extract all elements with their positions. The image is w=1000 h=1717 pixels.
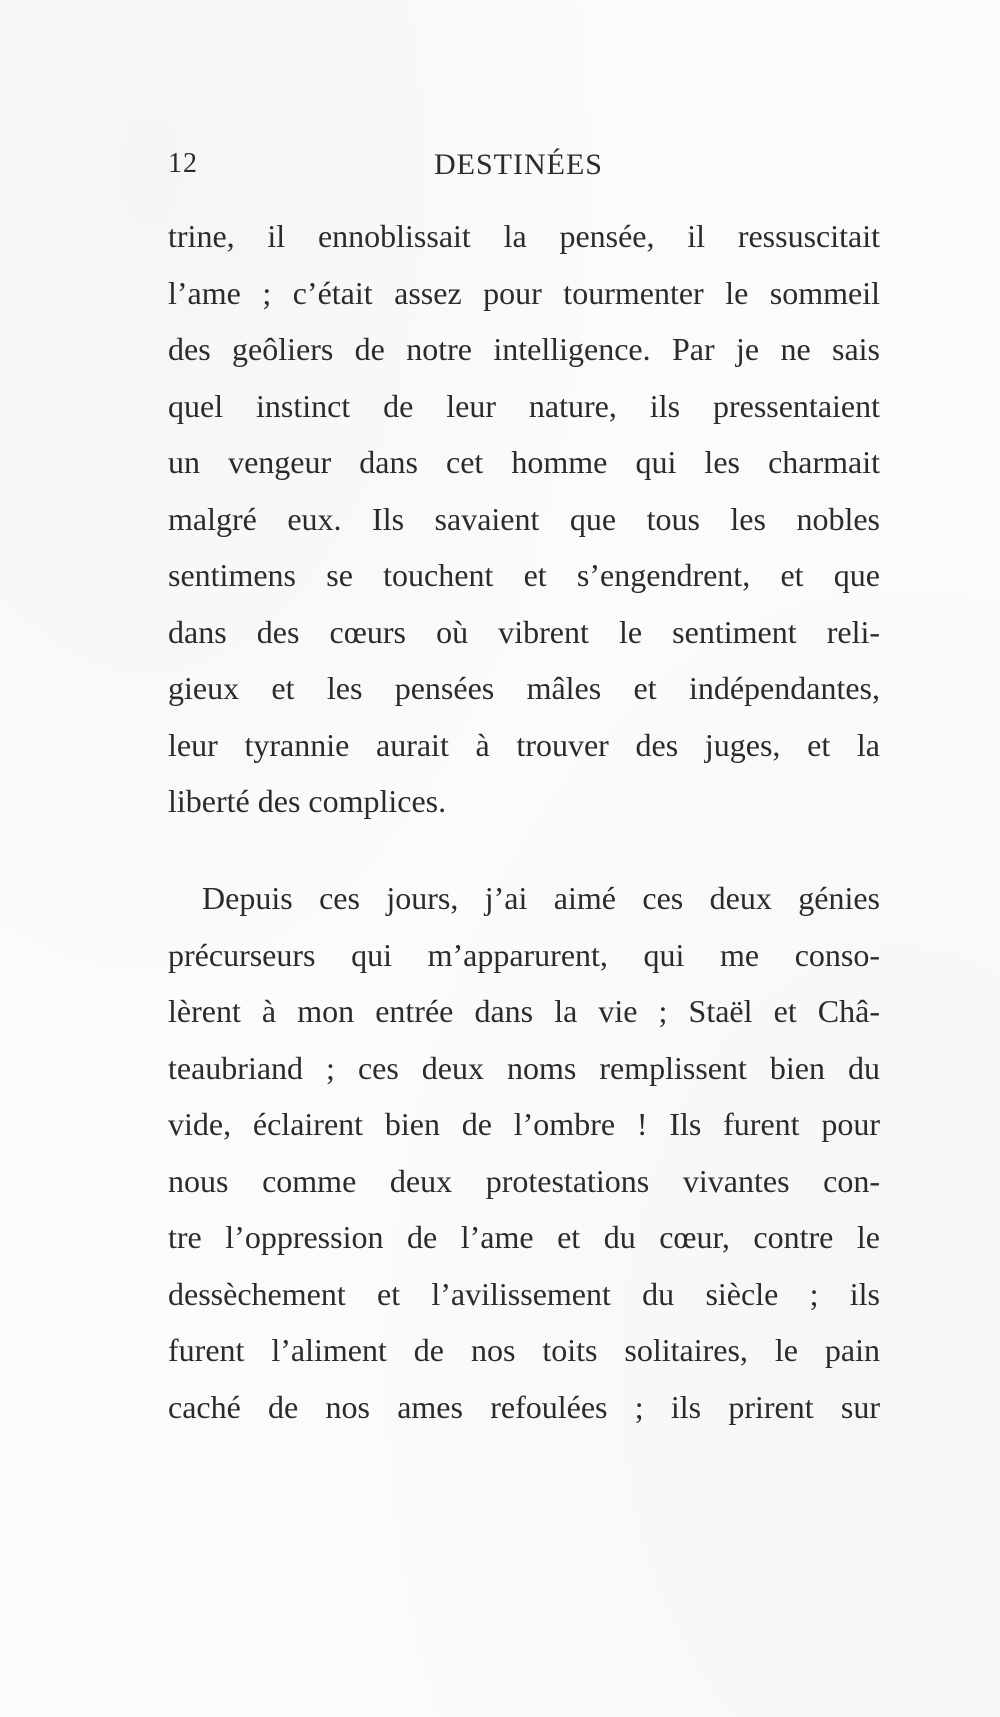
text-line: malgré eux. Ils savaient que tous les nobles: [168, 500, 880, 537]
text-line: un vengeur dans cet homme qui les charmait: [168, 444, 880, 480]
text-line: sentimens se touchent et s’engendrent, et que: [168, 557, 880, 593]
text-line: gieux et les pensées mâles et indépendantes,: [168, 670, 880, 706]
text-line: caché de nos ames refoulées ; ils prirent sur: [168, 1388, 880, 1425]
text-line: liberté des complices.: [168, 783, 447, 819]
paragraph-1: [168, 208, 880, 830]
text-line: lèrent à mon entrée dans la vie ; Staël et Châ-: [168, 993, 880, 1029]
text-line: trine, il ennoblissait la pensée, il ressuscitait: [168, 218, 880, 254]
running-header: [168, 148, 880, 188]
text-line: dans des cœurs où vibrent le sentiment reli-: [168, 613, 880, 650]
running-title: DESTINÉES: [434, 148, 603, 181]
paragraph-2: [168, 870, 880, 1435]
text-line: vide, éclairent bien de l’ombre ! Ils furent pour: [168, 1106, 880, 1142]
text-line: furent l’aliment de nos toits solitaires, le pain: [168, 1332, 880, 1368]
text-line: dessèchement et l’avilissement du siècle ; ils: [168, 1275, 880, 1312]
text-line: précurseurs qui m’apparurent, qui me conso-: [168, 936, 880, 973]
text-line: l’ame ; c’était assez pour tourmenter le sommeil: [168, 274, 880, 311]
text-line: leur tyrannie aurait à trouver des juges, et la: [168, 726, 880, 763]
page-number: 12: [168, 148, 198, 179]
text-line: des geôliers de notre intelligence. Par je ne sais: [168, 331, 880, 367]
text-line: nous comme deux protestations vivantes con-: [168, 1162, 880, 1199]
text-line: teaubriand ; ces deux noms remplissent bien du: [168, 1049, 880, 1086]
text-line: tre l’oppression de l’ame et du cœur, contre le: [168, 1219, 880, 1255]
text-line: quel instinct de leur nature, ils pressentaient: [168, 387, 880, 424]
text-line: Depuis ces jours, j’ai aimé ces deux génies: [202, 880, 880, 916]
